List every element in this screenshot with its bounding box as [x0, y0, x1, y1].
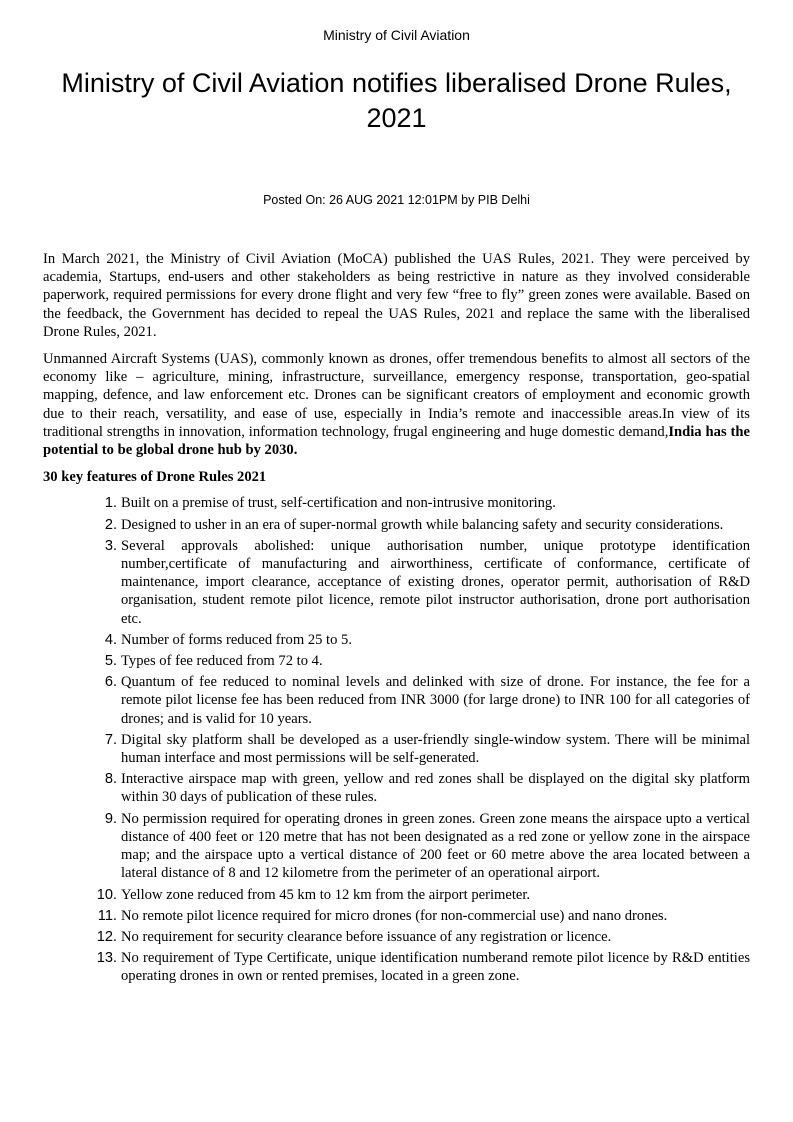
posted-date: Posted On: 26 AUG 2021 12:01PM by PIB Delhi — [263, 193, 530, 207]
feature-item — [43, 928, 750, 946]
feature-number: 9. — [104, 810, 117, 827]
feature-item — [43, 907, 750, 925]
page-title: Ministry of Civil Aviation notifies liberalised Drone Rules, 2021 — [61, 68, 732, 133]
feature-number: 4. — [104, 631, 117, 648]
feature-item — [43, 631, 750, 649]
feature-text: Yellow zone reduced from 45 km to 12 km from the airport perimeter. — [121, 886, 531, 903]
feature-text: Number of forms reduced from 25 to 5. — [121, 631, 353, 648]
feature-text: Designed to usher in an era of super-normal growth while balancing safety and security considerations. — [121, 516, 724, 533]
feature-number: 11. — [97, 907, 117, 924]
uas-paragraph-text: Unmanned Aircraft Systems (UAS), commonly known as drones, offer tremendous benefits to almost all sectors of the economy like – agriculture, mining, infrastructure, surveillance, emergency response, transportation, geo-spatial mapping, defence, and law enforcement etc. Drones can be significant creators of employment and economic growth due to their reach, versatility, and ease of use, especially in India’s remote and inaccessible areas.In view of its traditional strengths in innovation, information technology, frugal engineering and huge domestic demand, — [43, 351, 750, 440]
feature-item — [43, 770, 750, 806]
feature-number: 13. — [96, 950, 117, 967]
feature-text: No permission required for operating drones in green zones. Green zone means the airspace upto a vertical distance of 400 feet or 120 metre that has not been designated as a red zone or yellow zone in the airspace map; and the airspace upto a vertical distance of 200 feet or 60 metre above the area located between a lateral distance of 8 and 12 kilometre from the perimeter of an operational airport. — [121, 810, 750, 882]
feature-item — [43, 516, 750, 534]
feature-text: Built on a premise of trust, self-certification and non-intrusive monitoring. — [121, 495, 556, 512]
feature-text: Interactive airspace map with green, yellow and red zones shall be displayed on the digital sky platform within 30 days of publication of these rules. — [121, 771, 750, 806]
feature-number: 1. — [104, 495, 117, 512]
feature-item — [43, 673, 750, 728]
intro-paragraph-text: In March 2021, the Ministry of Civil Aviation (MoCA) published the UAS Rules, 2021. They were perceived by academia, Startups, end-users and other stakeholders as being restrictive in nature as they involved considerable paperwork, required permissions for every drone flight and very few “free to fly” green zones were available. Based on the feedback, the Government has decided to repeal the UAS Rules, 2021 and replace the same with the liberalised Drone Rules, 2021. — [43, 251, 750, 340]
feature-item — [43, 886, 750, 904]
feature-number: 12. — [96, 928, 117, 945]
features-heading: 30 key features of Drone Rules 2021 — [43, 469, 267, 486]
feature-item — [43, 810, 750, 883]
feature-text: No requirement of Type Certificate, unique identification numberand remote pilot licence by R&D entities operating drones in own or rented premises, located in a green zone. — [121, 950, 750, 985]
feature-text: Digital sky platform shall be developed as a user-friendly single-window system. There will be minimal human interface and most permissions will be self-generated. — [121, 731, 750, 767]
uas-paragraph — [43, 350, 750, 459]
intro-paragraph — [43, 250, 750, 341]
feature-number: 2. — [104, 516, 117, 533]
ministry-name: Ministry of Civil Aviation — [323, 27, 470, 43]
feature-text: No requirement for security clearance before issuance of any registration or licence. — [121, 928, 612, 945]
feature-number: 5. — [104, 653, 117, 670]
drone-hub-highlight: India has the potential to be global drone hub by 2030. — [43, 423, 750, 459]
feature-text: Quantum of fee reduced to nominal levels and delinked with size of drone. For instance, the fee for a remote pilot license fee has been reduced from INR 3000 (for large drone) to INR 100 for all categories of drones; and is valid for 10 years. — [121, 674, 750, 727]
feature-number: 6. — [104, 674, 117, 691]
feature-text: Types of fee reduced from 72 to 4. — [121, 653, 323, 670]
feature-text: No remote pilot licence required for micro drones (for non-commercial use) and nano drones. — [121, 907, 668, 924]
feature-number: 8. — [104, 771, 117, 788]
feature-item — [43, 731, 750, 767]
article-body — [43, 250, 750, 989]
features-list — [43, 494, 750, 985]
feature-item — [43, 652, 750, 670]
feature-item — [43, 494, 750, 512]
feature-number: 7. — [104, 731, 117, 748]
feature-text: Several approvals abolished: unique authorisation number, unique prototype identification number,certificate of manufacturing and airworthiness, certificate of conformance, certificate of maintenance, import clearance, acceptance of existing drones, operator permit, authorisation of R&D organisation, student remote pilot licence, remote pilot instructor authorisation, drone port authorisation etc. — [121, 537, 750, 627]
feature-number: 10. — [96, 886, 117, 903]
feature-number: 3. — [104, 537, 117, 554]
feature-item — [43, 949, 750, 985]
feature-item — [43, 537, 750, 628]
